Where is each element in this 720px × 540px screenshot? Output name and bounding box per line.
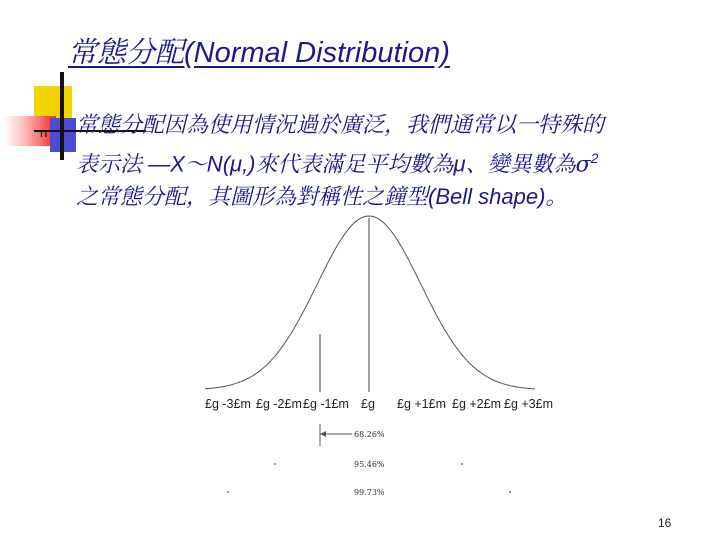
tick-label-minus-2: £g -2£m <box>256 397 302 411</box>
bracket-68-label: 68.26% <box>354 430 385 439</box>
mean-phrase: 來代表滿足平均數為 <box>255 152 454 178</box>
bracket-95-label: 95.46% <box>354 460 385 469</box>
bracket-68-arrowhead <box>320 431 326 437</box>
bullet-line-1: 常態分配因為使用情況過於廣泛，我們通常以一特殊的 <box>76 113 605 138</box>
variance-phrase: 、變異數為 <box>465 152 576 178</box>
notation-label: 表示法 <box>76 152 143 178</box>
bracket-99-right-mark <box>509 491 511 493</box>
bell-phrase: 之常態分配，其圖形為對稱性之鐘型 <box>76 185 429 211</box>
page-number: 16 <box>658 516 672 530</box>
tick-label-mean: £g <box>361 397 375 411</box>
mu-symbol: μ <box>453 151 466 177</box>
bracket-95-right-mark <box>461 463 463 465</box>
bell-curve <box>205 216 535 389</box>
slide-title-zh: 常態分配 <box>68 35 185 69</box>
bracket-99-left-mark <box>227 491 229 493</box>
tick-label-minus-1: £g -1£m <box>303 397 349 411</box>
sentence-end: 。 <box>545 185 568 211</box>
bullet-marker: n <box>40 125 48 140</box>
notation-formula: —X～N(μ,) <box>142 151 256 177</box>
tick-label-plus-1: £g +1£m <box>397 397 446 411</box>
tick-label-plus-3: £g +3£m <box>504 397 553 411</box>
bell-shape-text: (Bell shape) <box>428 184 546 210</box>
bracket-95-left-mark <box>274 463 276 465</box>
sigma-exponent: 2 <box>590 150 599 166</box>
sigma-symbol: σ <box>575 152 591 178</box>
tick-label-minus-3: £g -3£m <box>205 397 251 411</box>
bracket-99-label: 99.73% <box>354 488 385 497</box>
tick-label-plus-2: £g +2£m <box>452 397 501 411</box>
slide-title-en: (Normal Distribution) <box>184 37 450 69</box>
